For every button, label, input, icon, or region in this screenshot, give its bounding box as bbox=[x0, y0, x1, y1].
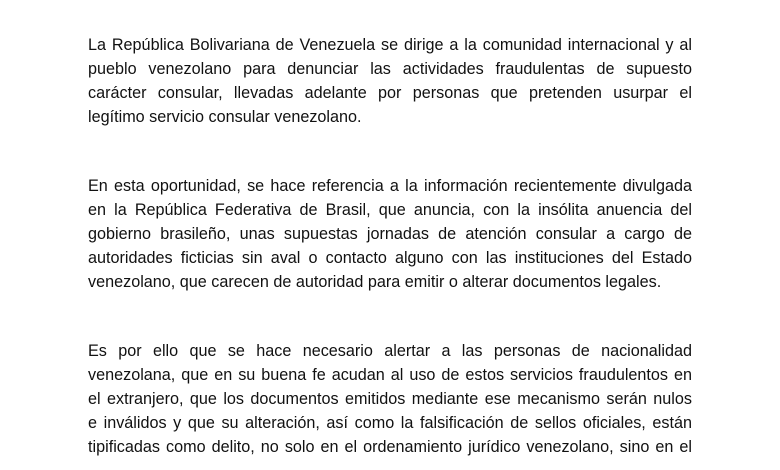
paragraph-line: En esta oportunidad, se hace referencia a la información recientemente divulgada bbox=[88, 177, 692, 195]
paragraph-line: el extranjero, que los documentos emitidos mediante ese mecanismo serán nulos bbox=[88, 390, 692, 408]
paragraph-line: tipificadas como delito, no solo en el ordenamiento jurídico venezolano, sino en el bbox=[88, 438, 692, 456]
paragraph-line: legítimo servicio consular venezolano. bbox=[88, 108, 362, 126]
paragraph-line: en la República Federativa de Brasil, que anuncia, con la insólita anuencia del bbox=[88, 201, 692, 219]
paragraph-line: venezolano, que carecen de autoridad para emitir o alterar documentos legales. bbox=[88, 273, 662, 291]
paragraph-line: e inválidos y que su alteración, así como la falsificación de sellos oficiales, están bbox=[88, 414, 692, 432]
paragraph-line: gobierno brasileño, unas supuestas jornadas de atención consular a cargo de bbox=[88, 225, 692, 243]
paragraph-line: La República Bolivariana de Venezuela se dirige a la comunidad internacional y al bbox=[88, 36, 692, 54]
paragraph-line: carácter consular, llevadas adelante por personas que pretenden usurpar el bbox=[88, 84, 692, 102]
paragraph-line: autoridades ficticias sin aval o contacto alguno con las instituciones del Estado bbox=[88, 249, 692, 267]
paragraph-line: pueblo venezolano para denunciar las actividades fraudulentas de supuesto bbox=[88, 60, 692, 78]
paragraph-line: Es por ello que se hace necesario alertar a las personas de nacionalidad bbox=[88, 342, 692, 360]
paragraph-line: venezolana, que en su buena fe acudan al uso de estos servicios fraudulentos en bbox=[88, 366, 692, 384]
